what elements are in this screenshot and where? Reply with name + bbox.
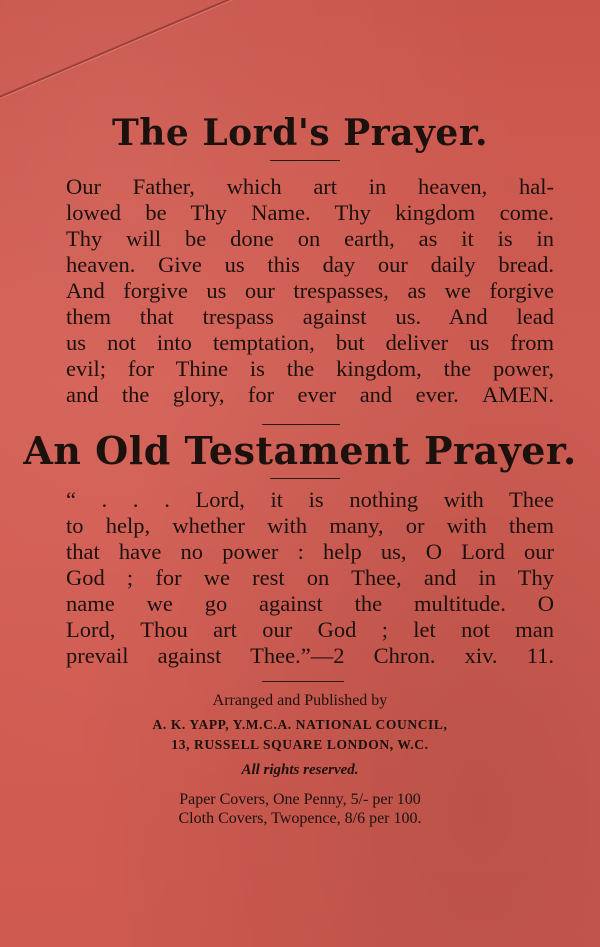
- prayer-line: prevail against Thee.”—2 Chron. xiv. 11.: [66, 643, 554, 668]
- prayer-line: heaven. Give us this day our daily bread.: [66, 252, 554, 277]
- publisher-address: 13, RUSSELL SQUARE LONDON, W.C.: [171, 737, 429, 752]
- lords-prayer-text: [66, 174, 554, 408]
- publisher-name: A. K. YAPP, Y.M.C.A. NATIONAL COUNCIL,: [152, 717, 448, 732]
- price-cloth-covers: Cloth Covers, Twopence, 8/6 per 100.: [178, 810, 422, 827]
- lords-prayer-title: The Lord's Prayer.: [111, 112, 489, 154]
- prayer-line: Our Father, which art in heaven, hal-: [66, 174, 554, 199]
- old-testament-prayer-title: An Old Testament Prayer.: [23, 428, 577, 473]
- price-paper-covers: Paper Covers, One Penny, 5/- per 100: [179, 791, 421, 808]
- old-testament-prayer-text: [66, 487, 554, 669]
- prayer-line: name we go against the multitude. O: [66, 591, 554, 616]
- prayer-line: “ . . . Lord, it is nothing with Thee: [66, 487, 554, 512]
- section-divider: [262, 424, 340, 425]
- prayer-line: evil; for Thine is the kingdom, the power,: [66, 356, 554, 381]
- prayer-line: us not into temptation, but deliver us from: [66, 330, 554, 355]
- prayer-line: Thy will be done on earth, as it is in: [66, 226, 554, 251]
- paper-crease: [0, 0, 414, 102]
- prayer-line: and the glory, for ever and ever.: [66, 382, 459, 407]
- title-divider: [270, 478, 340, 479]
- arranged-by: Arranged and Published by: [212, 692, 388, 709]
- footer-divider: [262, 681, 344, 682]
- prayer-line: lowed be Thy Name. Thy kingdom come.: [66, 200, 554, 225]
- prayer-line: Lord, Thou art our God ; let not man: [66, 617, 554, 642]
- prayer-line: And forgive us our trespasses, as we forgive: [66, 278, 554, 303]
- prayer-line: to help, whether with many, or with them: [66, 513, 554, 538]
- title-divider: [270, 160, 340, 161]
- amen-label: AMEN.: [482, 382, 554, 407]
- prayer-line: God ; for we rest on Thee, and in Thy: [66, 565, 554, 590]
- prayer-line: that have no power : help us, O Lord our: [66, 539, 554, 564]
- prayer-line: them that trespass against us. And lead: [66, 304, 554, 329]
- rights-notice: All rights reserved.: [241, 762, 359, 778]
- prayer-last-line: [66, 382, 554, 408]
